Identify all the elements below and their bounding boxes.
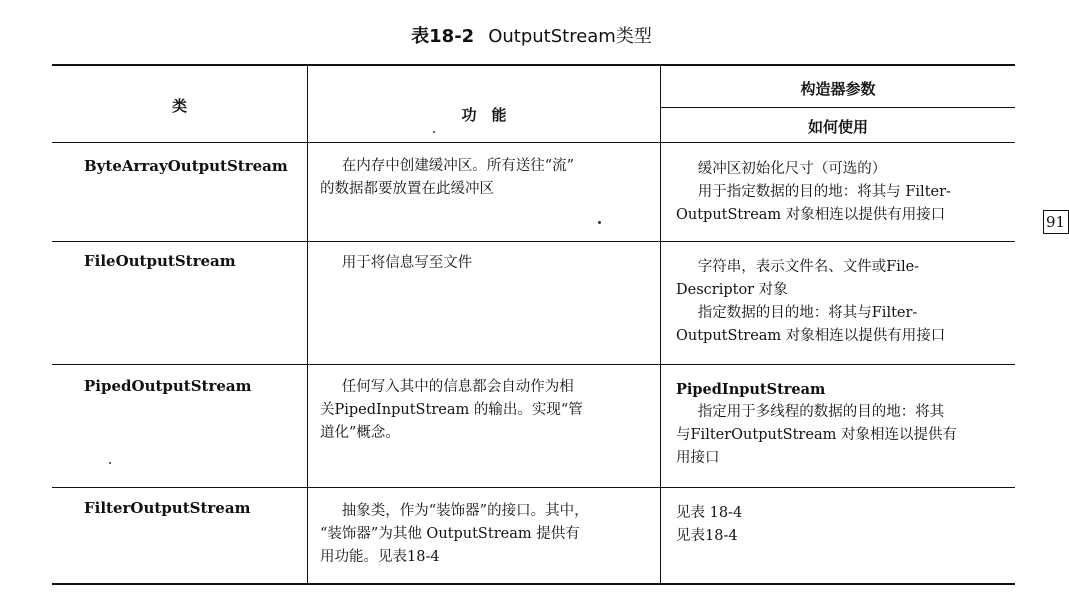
row-3-function-line-1: 任何写入其中的信息都会自动作为相	[341, 379, 574, 395]
column-rule-1	[307, 64, 308, 584]
row-3-usage	[676, 378, 1016, 470]
row-1-usage-line-2: 用于指定数据的目的地：将其与 Filter-	[697, 184, 951, 200]
row-1-usage-line-1: 缓冲区初始化尺寸（可选的）	[697, 161, 887, 177]
row-3-usage-line-4: 用接口	[676, 450, 720, 466]
scan-speck	[598, 221, 601, 224]
row-4-function-line-3: 用功能。见表18-4	[320, 549, 440, 565]
row-4-function	[320, 500, 655, 569]
row-3-class: PipedOutputStream	[84, 377, 252, 395]
table-title-text: OutputStream类型	[488, 26, 652, 47]
row-3-usage-line-1: PipedInputStream	[676, 381, 826, 398]
header-how-to-use: 如何使用	[807, 118, 868, 136]
row-4-class: FilterOutputStream	[84, 499, 251, 517]
row-4-function-line-1: 抽象类，作为“装饰器”的接口。其中，	[341, 503, 589, 519]
row-3-usage-line-2: 指定用于多线程的数据的目的地：将其	[697, 404, 945, 420]
row-3-function	[320, 376, 655, 445]
row-2-function	[320, 252, 655, 275]
table-title	[0, 22, 1063, 48]
row-2-class: FileOutputStream	[84, 252, 236, 270]
row-3-function-line-3: 道化”概念。	[320, 425, 400, 441]
header-ctor-params: 构造器参数	[800, 80, 876, 98]
header-bottom-rule	[52, 142, 1015, 143]
row-3-usage-line-3: 与FilterOutputStream 对象相连以提供有	[676, 427, 957, 443]
row-4-usage-line-2: 见表18-4	[676, 528, 738, 544]
row-1-function-line-1: 在内存中创建缓冲区。所有送往“流”	[341, 158, 575, 174]
header-function: 功 能	[461, 106, 507, 124]
page-number: 91	[1043, 210, 1069, 234]
row-1-usage	[676, 158, 1016, 227]
row-2-usage	[676, 256, 1016, 348]
header-class: 类	[171, 97, 187, 115]
row-rule-2	[52, 364, 1015, 365]
scan-speck	[433, 131, 435, 133]
row-1-function-line-2: 的数据都要放置在此缓冲区	[320, 181, 494, 197]
row-2-usage-line-3: 指定数据的目的地：将其与Filter-	[697, 305, 918, 321]
row-3-function-line-2: 关PipedInputStream 的输出。实现“管	[320, 402, 583, 418]
row-1-class: ByteArrayOutputStream	[84, 157, 288, 175]
row-4-usage-line-1: 见表 18-4	[676, 505, 743, 521]
row-2-function-line-1: 用于将信息写至文件	[341, 255, 473, 271]
row-2-usage-line-4: OutputStream 对象相连以提供有用接口	[676, 328, 946, 344]
scan-speck	[109, 462, 111, 464]
header-split-rule	[660, 107, 1015, 108]
row-rule-3	[52, 487, 1015, 488]
column-rule-2	[660, 64, 661, 584]
top-rule	[52, 64, 1015, 66]
bottom-rule	[52, 583, 1015, 585]
row-2-usage-line-2: Descriptor 对象	[676, 282, 788, 298]
table-number: 表18-2	[411, 26, 475, 47]
row-rule-1	[52, 241, 1015, 242]
row-1-function	[320, 155, 655, 201]
row-2-usage-line-1: 字符串，表示文件名、文件或File-	[697, 259, 920, 275]
row-4-function-line-2: “装饰器”为其他 OutputStream 提供有	[320, 526, 580, 542]
row-4-usage	[676, 502, 1016, 548]
row-1-usage-line-3: OutputStream 对象相连以提供有用接口	[676, 207, 946, 223]
